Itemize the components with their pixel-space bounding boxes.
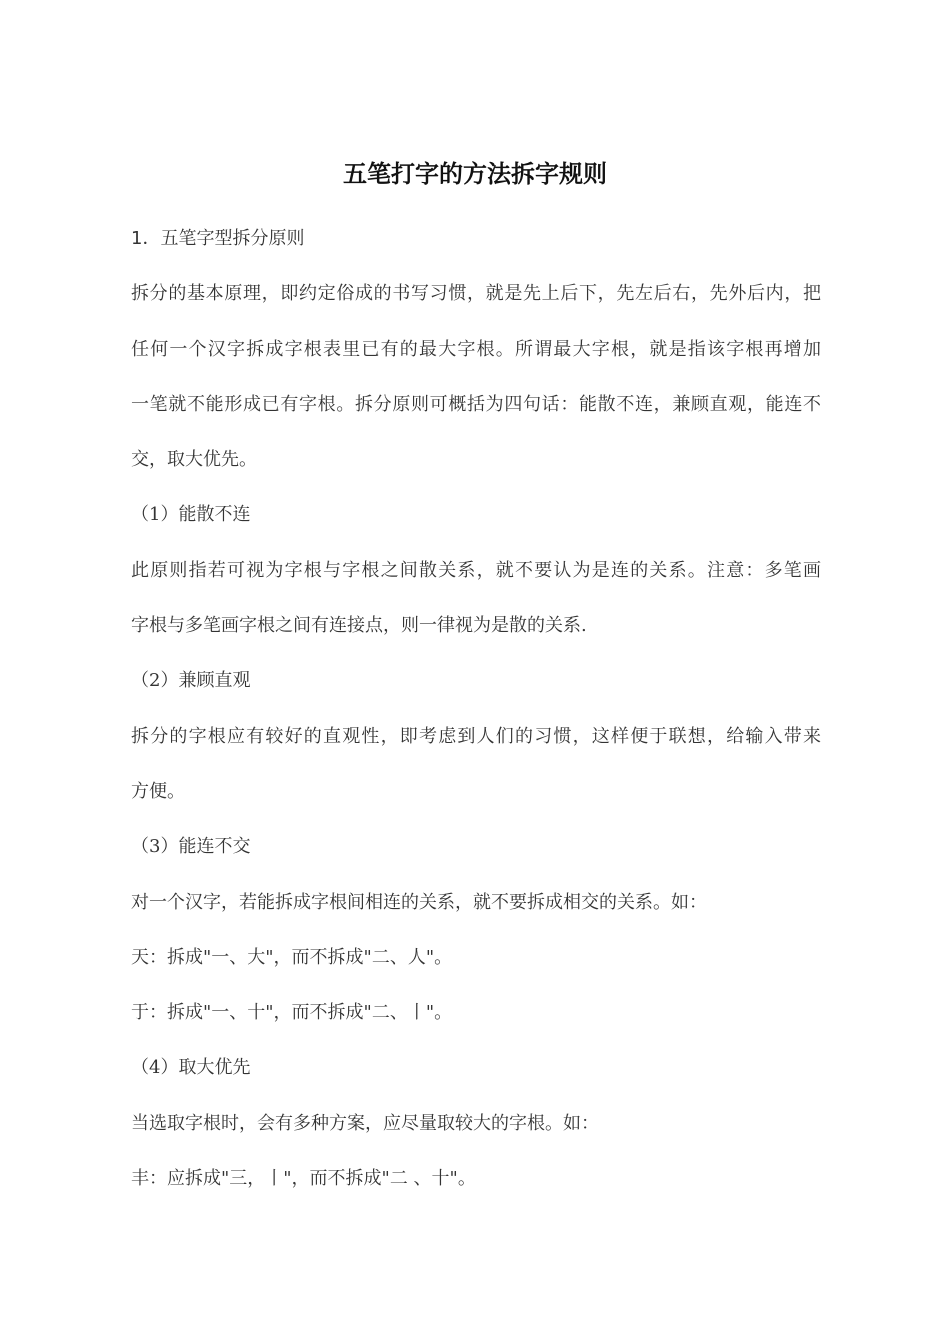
paragraph-line: 字根与多笔画字根之间有连接点，则一律视为是散的关系. <box>131 615 587 637</box>
example-line: 天：拆成"一、大"，而不拆成"二、人"。 <box>131 946 453 968</box>
example-line: 丰：应拆成"三，丨"，而不拆成"二 、十"。 <box>131 1168 476 1190</box>
subsection-heading: （4）取大优先 <box>131 1057 251 1079</box>
paragraph-line: 拆分的基本原理，即约定俗成的书写习惯，就是先上后下，先左后右，先外后内，把 <box>131 283 821 305</box>
section-heading: 1．五笔字型拆分原则 <box>131 228 305 249</box>
document-title: 五笔打字的方法拆字规则 <box>343 160 607 188</box>
paragraph-line: 方便。 <box>131 780 185 802</box>
example-line: 于：拆成"一、十"，而不拆成"二、丨"。 <box>131 1002 453 1024</box>
paragraph-line: 一笔就不能形成已有字根。拆分原则可概括为四句话：能散不连，兼顾直观，能连不 <box>131 393 821 415</box>
paragraph-line: 当选取字根时，会有多种方案，应尽量取较大的字根。如： <box>131 1112 599 1134</box>
paragraph-line: 交，取大优先。 <box>131 449 257 471</box>
paragraph-line: 此原则指若可视为字根与字根之间散关系，就不要认为是连的关系。注意：多笔画 <box>131 559 821 581</box>
subsection-heading: （3）能连不交 <box>131 836 251 858</box>
subsection-heading: （2）兼顾直观 <box>131 670 251 692</box>
paragraph-line: 拆分的字根应有较好的直观性，即考虑到人们的习惯，这样便于联想，给输入带来 <box>131 725 821 747</box>
paragraph-line: 任何一个汉字拆成字根表里已有的最大字根。所谓最大字根，就是指该字根再增加 <box>131 338 821 360</box>
subsection-heading: （1）能散不连 <box>131 504 251 526</box>
paragraph-line: 对一个汉字，若能拆成字根间相连的关系，就不要拆成相交的关系。如： <box>131 891 707 913</box>
document-body <box>131 211 821 1206</box>
